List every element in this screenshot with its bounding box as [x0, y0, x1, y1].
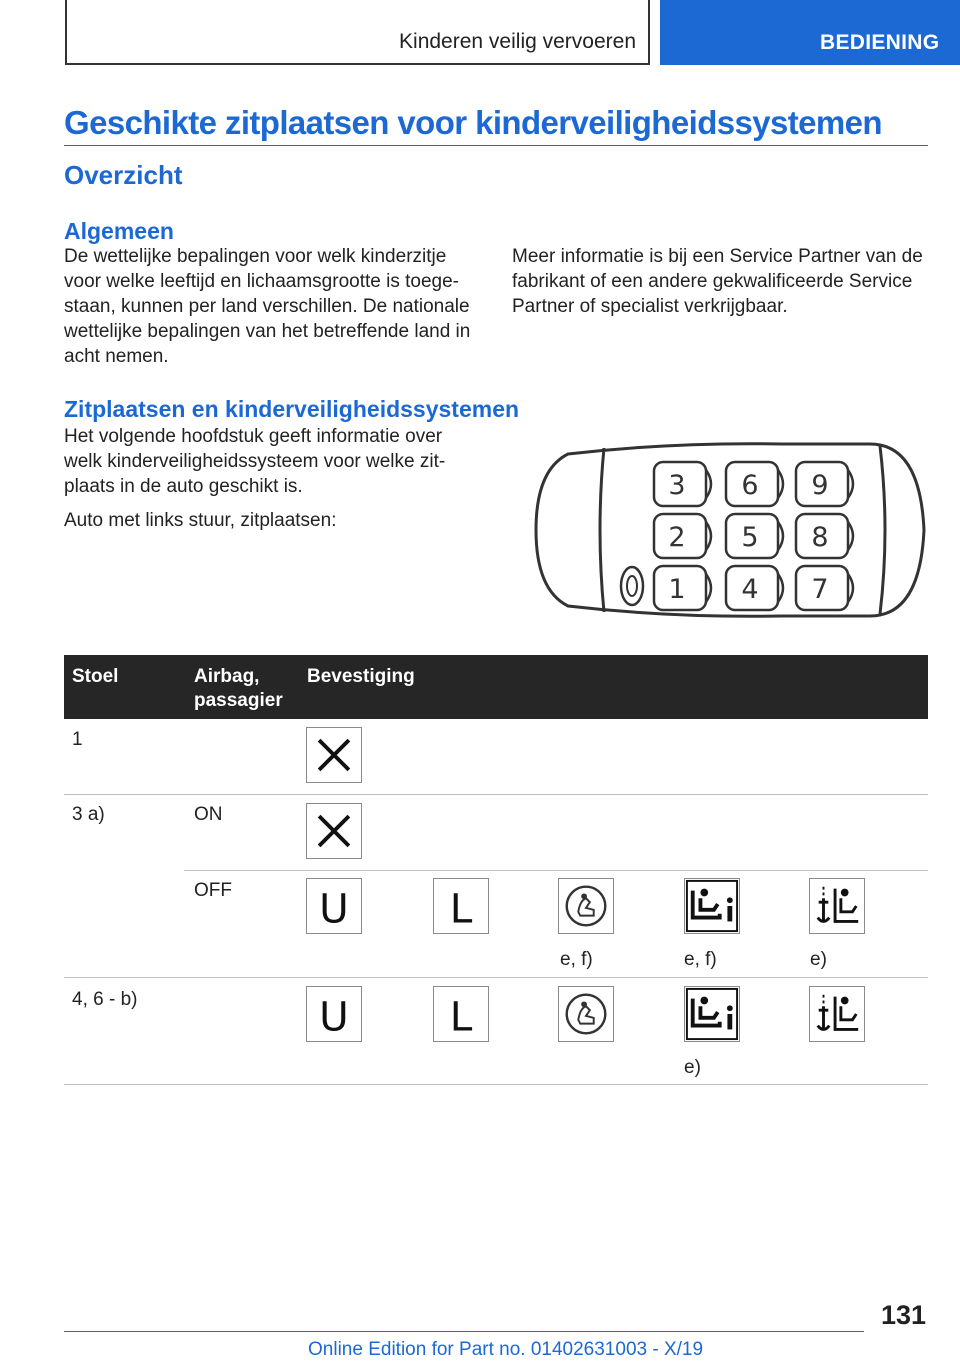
diagram-seat-label: 6 — [741, 470, 759, 501]
semi-universal-icon — [433, 986, 489, 1042]
top-tether-icon — [809, 878, 865, 934]
header-mounting: Bevestiging — [307, 666, 415, 687]
diagram-seat-label: 5 — [741, 522, 759, 553]
header-airbag: Airbag, passagier — [194, 666, 283, 711]
table-row-airbag: ON — [194, 804, 223, 825]
semi-universal-letter: L — [449, 884, 473, 933]
universal-icon — [306, 986, 362, 1042]
diagram-seat-label: 3 — [668, 470, 686, 501]
chapter-tab-label: BEDIENING — [820, 31, 940, 54]
isofix-icon — [558, 986, 614, 1042]
footnote-ref: e) — [810, 949, 827, 970]
page-title: Geschikte zitplaatsen voor kinderveiligheidssystemen — [64, 104, 882, 141]
chapter-tab[interactable] — [660, 0, 960, 65]
isofix-icon — [558, 878, 614, 934]
row-divider — [64, 1084, 928, 1085]
diagram-seat-label: 2 — [668, 522, 686, 553]
general-text-left: De wettelijke bepalingen voor welk kinderzitje voor welke leeftijd en lichaamsgrootte is toege- staan, kunnen per land verschillen. De nationale wettelijke bepalingen van het betreffende land in acht nemen. — [64, 246, 471, 367]
top-tether-icon — [809, 986, 865, 1042]
general-text-right: Meer informatie is bij een Service Partner van de fabrikant of een andere gekwalificeerde Service Partner of specialist verkrijgbaar. — [512, 246, 923, 317]
title-rule — [64, 145, 928, 146]
table-row-seat: 3 a) — [72, 804, 105, 825]
semi-universal-icon — [433, 878, 489, 934]
page-number: 131 — [880, 1300, 926, 1330]
diagram-seat-label: 9 — [811, 470, 829, 501]
i-size-icon — [684, 986, 740, 1042]
table-row-seat: 4, 6 - b) — [72, 989, 138, 1010]
table-header — [64, 655, 928, 719]
diagram-seat-label: 4 — [741, 574, 759, 605]
universal-letter: U — [319, 992, 349, 1041]
header-frame — [65, 0, 650, 65]
semi-universal-letter: L — [449, 992, 473, 1041]
footnote-ref: e, f) — [684, 949, 717, 970]
footnote-ref: e) — [684, 1057, 701, 1078]
i-size-icon — [684, 878, 740, 934]
footnote-ref: e, f) — [560, 949, 593, 970]
subheading-seats: Zitplaatsen en kinderveiligheidssystemen — [64, 396, 520, 422]
seat-position-diagram — [532, 440, 928, 620]
diagram-seat-label: 7 — [811, 574, 829, 605]
steering-wheel-icon — [621, 567, 643, 605]
table-row-airbag: OFF — [194, 880, 232, 901]
header-seat: Stoel — [72, 666, 119, 687]
footer-edition[interactable]: Online Edition for Part no. 01402631003 - X/19 — [308, 1339, 704, 1360]
footer-rule — [64, 1331, 864, 1332]
universal-letter: U — [319, 884, 349, 933]
subheading-general: Algemeen — [64, 218, 174, 244]
universal-icon — [306, 878, 362, 934]
not-suitable-icon — [306, 727, 362, 783]
diagram-seat-label: 1 — [668, 574, 686, 605]
left-hand-drive-label: Auto met links stuur, zitplaatsen: — [64, 510, 337, 531]
row-divider — [184, 870, 928, 871]
seats-intro-text: Het volgende hoofdstuk geeft informatie over welk kinderveiligheidssysteem voor welke zit- plaats in de auto geschikt is. — [64, 426, 446, 497]
table-row-seat: 1 — [72, 729, 83, 750]
row-divider — [64, 794, 928, 795]
row-divider — [64, 977, 928, 978]
not-suitable-icon — [306, 803, 362, 859]
section-heading-overview: Overzicht — [64, 160, 183, 190]
diagram-seat-label: 8 — [811, 522, 829, 553]
header-section-title: Kinderen veilig vervoeren — [399, 30, 636, 53]
